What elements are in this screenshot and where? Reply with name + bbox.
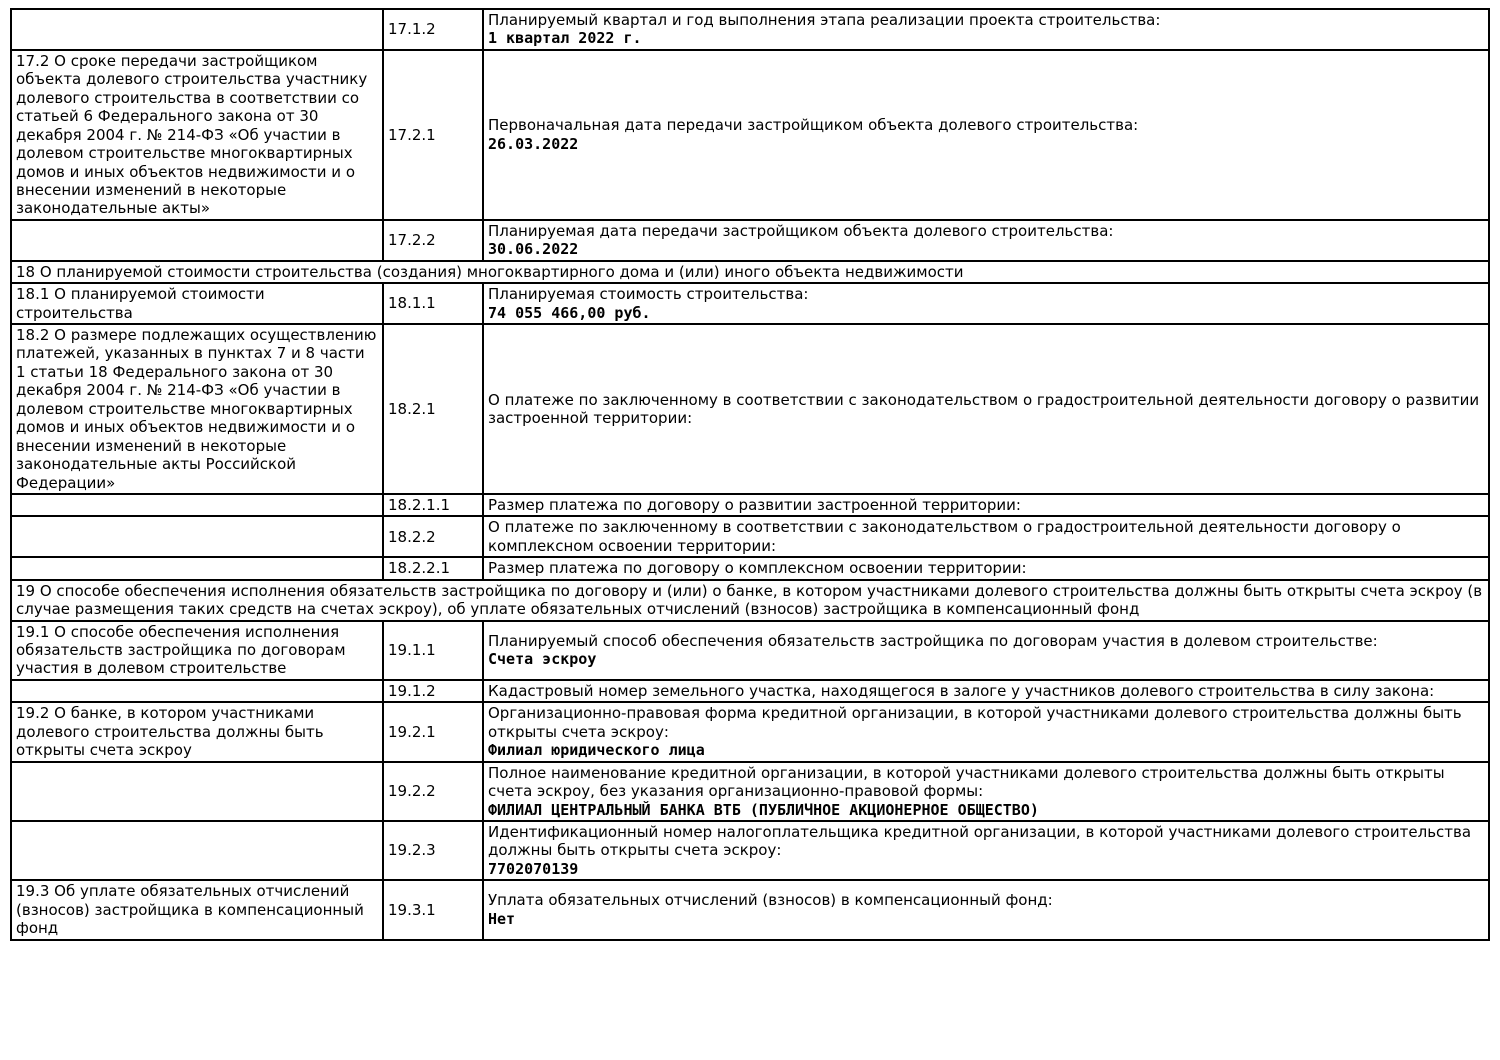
row-content [483,50,1489,220]
row-description [11,557,383,579]
row-description [11,494,383,516]
row-number: 19.1.1 [383,621,483,680]
field-value: ФИЛИАЛ ЦЕНТРАЛЬНЫЙ БАНКА ВТБ (ПУБЛИЧНОЕ АКЦИОНЕРНОЕ ОБЩЕСТВО) [488,800,1039,819]
row-number: 18.2.1.1 [383,494,483,516]
section-row [11,580,1489,621]
field-value: Счета эскроу [488,650,597,669]
row-content [483,494,1489,516]
row-content [483,557,1489,579]
row-number: 17.2.1 [383,50,483,220]
table-row [11,621,1489,680]
row-number: 19.1.2 [383,680,483,702]
field-label: Планируемая дата передачи застройщиком объекта долевого строительства: [488,221,1114,240]
field-value: Нет [488,909,516,928]
row-description [11,220,383,261]
table-row [11,324,1489,494]
row-number: 19.2.2 [383,762,483,821]
table-body [11,9,1489,940]
row-content [483,220,1489,261]
row-number: 17.2.2 [383,220,483,261]
row-description [11,9,383,50]
section-heading: 18 О планируемой стоимости строительства (создания) многоквартирного дома и (или) иного объекта недвижимости [11,261,1489,283]
table-row [11,9,1489,50]
row-content [483,621,1489,680]
field-value: 30.06.2022 [488,240,579,259]
row-number: 18.2.2 [383,516,483,557]
row-content [483,821,1489,880]
row-content [483,680,1489,702]
field-label: Полное наименование кредитной организации, в которой участниками долевого строительства должны быть открыты счета эскроу, без указания организационно-правовой формы: [488,763,1445,801]
row-description: 18.1 О планируемой стоимости строительства [11,283,383,324]
section-row [11,261,1489,283]
row-content [483,9,1489,50]
row-description: 17.2 О сроке передачи застройщиком объекта долевого строительства участнику долевого строительства в соответствии со статьей 6 Федерального закона от 30 декабря 2004 г. № 214-ФЗ «Об участии в долевом строительстве многоквартирных домов и иных объектов недвижимости и о внесении изменений в некоторые законодательные акты» [11,50,383,220]
row-number: 19.2.3 [383,821,483,880]
table-row [11,50,1489,220]
row-content [483,762,1489,821]
field-value: 26.03.2022 [488,134,579,153]
field-value: 7702070139 [488,859,579,878]
row-description [11,821,383,880]
row-content [483,516,1489,557]
field-label: Планируемый способ обеспечения обязательств застройщика по договорам участия в долевом строительстве: [488,631,1378,650]
table-row [11,680,1489,702]
row-description [11,762,383,821]
field-label: Первоначальная дата передачи застройщиком объекта долевого строительства: [488,116,1139,135]
table-row [11,702,1489,761]
row-description: 19.1 О способе обеспечения исполнения обязательств застройщика по договорам участия в долевом строительстве [11,621,383,680]
field-value: 74 055 466,00 руб. [488,303,651,322]
table-row [11,283,1489,324]
table-row [11,880,1489,939]
row-content [483,702,1489,761]
table-row [11,821,1489,880]
table-row [11,516,1489,557]
row-number: 18.2.2.1 [383,557,483,579]
row-description: 19.3 Об уплате обязательных отчислений (взносов) застройщика в компенсационный фонд [11,880,383,939]
field-value: Филиал юридического лица [488,741,705,760]
row-description [11,516,383,557]
table-row [11,762,1489,821]
field-label: О платеже по заключенному в соответствии с законодательством о градостроительной деятельности договору о комплексном освоении территории: [488,518,1401,555]
row-content [483,880,1489,939]
field-label: Кадастровый номер земельного участка, находящегося в залоге у участников долевого строительства в силу закона: [488,681,1435,700]
field-label: Организационно-правовая форма кредитной организации, в которой участниками долевого строительства должны быть открыты счета эскроу: [488,704,1462,741]
field-value: 1 квартал 2022 г. [488,29,642,48]
row-number: 19.3.1 [383,880,483,939]
row-content [483,283,1489,324]
field-label: Размер платежа по договору о комплексном освоении территории: [488,559,1027,578]
field-label: О платеже по заключенному в соответствии с законодательством о градостроительной деятельности договору о развитии застроенной территории: [488,390,1480,427]
row-description [11,680,383,702]
project-declaration-table [10,8,1490,941]
field-label: Планируемая стоимость строительства: [488,285,809,304]
table-row [11,557,1489,579]
row-description: 19.2 О банке, в котором участниками долевого строительства должны быть открыты счета эскроу [11,702,383,761]
row-number: 17.1.2 [383,9,483,50]
row-number: 18.1.1 [383,283,483,324]
row-content [483,324,1489,494]
field-label: Планируемый квартал и год выполнения этапа реализации проекта строительства: [488,11,1161,29]
field-label: Идентификационный номер налогоплательщика кредитной организации, в которой участниками долевого строительства должны быть открыты счета эскроу: [488,822,1472,860]
section-heading: 19 О способе обеспечения исполнения обязательств застройщика по договору и (или) о банке, в котором участниками долевого строительства должны быть открыты счета эскроу (в случае размещения таких средств на счетах эскроу), об уплате обязательных отчислений (взносов) застройщика в компенсационный фонд [11,580,1489,621]
field-label: Уплата обязательных отчислений (взносов) в компенсационный фонд: [488,891,1053,910]
row-number: 19.2.1 [383,702,483,761]
table-row [11,494,1489,516]
row-description: 18.2 О размере подлежащих осуществлению платежей, указанных в пунктах 7 и 8 части 1 статьи 18 Федерального закона от 30 декабря 2004 г. № 214-ФЗ «Об участии в долевом строительстве многоквартирных домов и иных объектов недвижимости и о внесении изменений в некоторые законодательные акты Российской Федерации» [11,324,383,494]
field-label: Размер платежа по договору о развитии застроенной территории: [488,495,1021,514]
row-number: 18.2.1 [383,324,483,494]
table-row [11,220,1489,261]
